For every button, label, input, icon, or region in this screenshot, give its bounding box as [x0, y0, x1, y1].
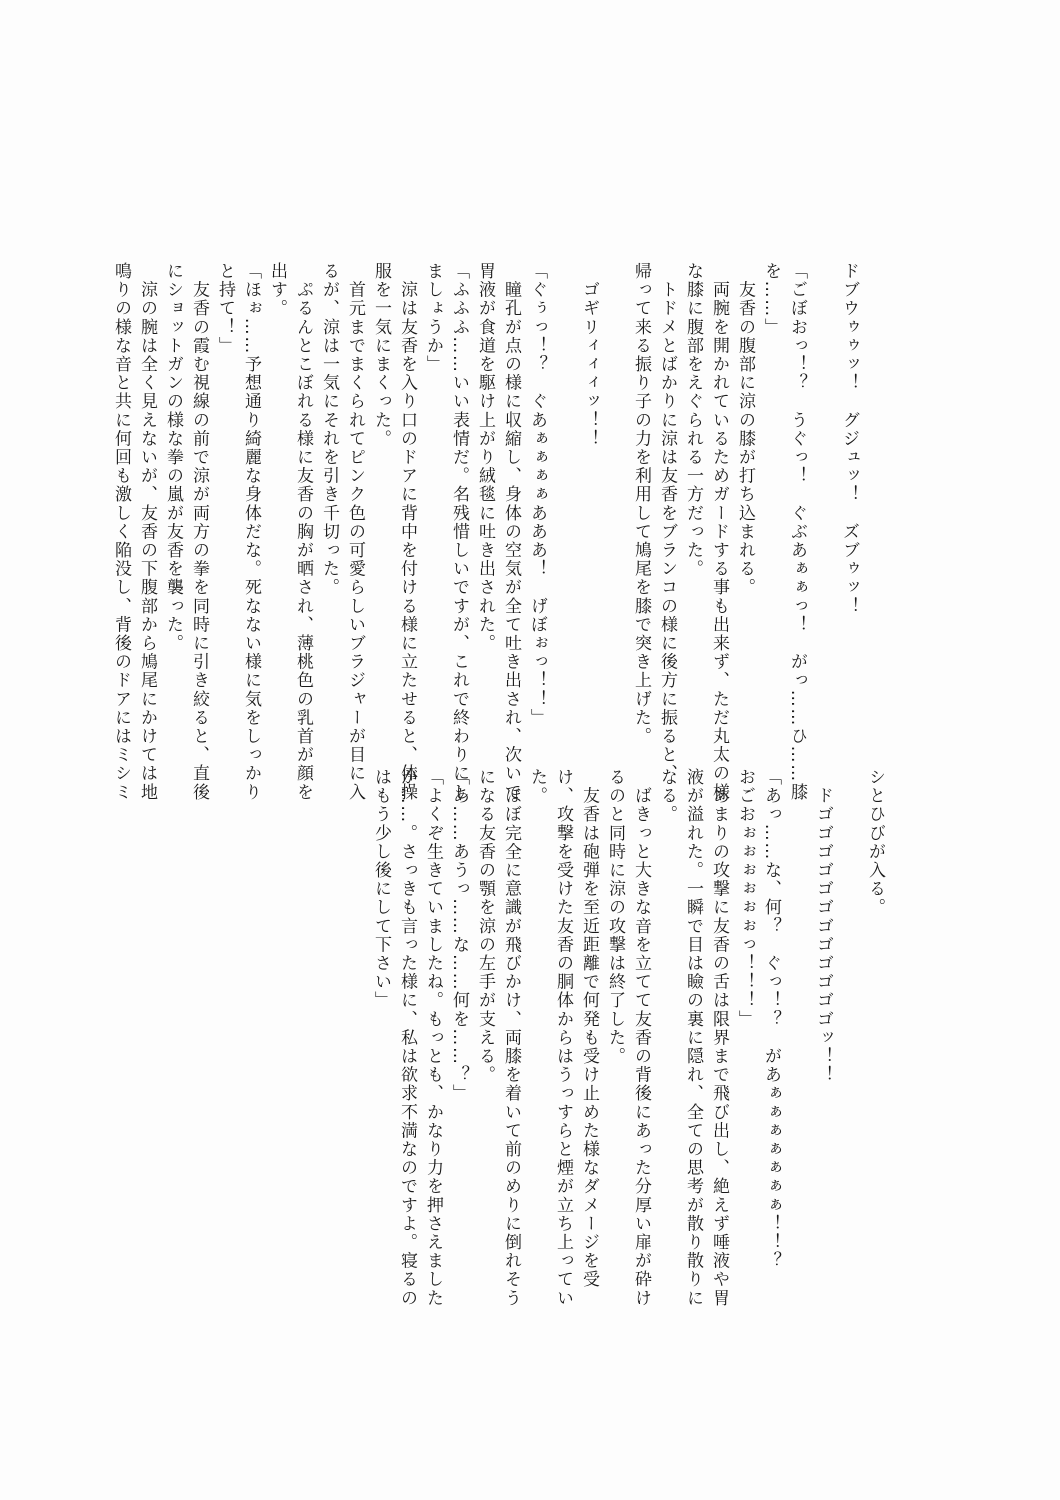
- text-column: 友香は砲弾を至近距離で何発も受け止めた様なダメージを受: [579, 768, 599, 1289]
- text-column: 「ほぉ……予想通り綺麗な身体だな。死なない様に気をしっかり: [241, 262, 261, 802]
- text-column: なる。: [657, 768, 677, 824]
- text-column: 首元までまくられてピンク色の可愛らしいブラジャーが目に入: [345, 262, 365, 802]
- text-column: はもう少し後にして下さい」: [371, 768, 391, 1010]
- text-column: 鳴りの様な音と共に何回も激しく陥没し、背後のドアにはミシミ: [111, 262, 131, 802]
- text-column: ほぼ完全に意識が飛びかけ、両膝を着いて前のめりに倒れそう: [501, 768, 521, 1308]
- text-column: 友香の霞む視線の前で涼が両方の拳を同時に引き絞ると、直後: [189, 262, 209, 802]
- text-column: 両腕を開かれているためガードする事も出来ず、ただ丸太の様: [709, 262, 729, 802]
- text-block-lower: [368, 768, 888, 1308]
- text-column: になる友香の顎を涼の左手が支える。: [475, 768, 495, 1085]
- text-column: 「あ……あうっ……な……何を……？」: [449, 768, 469, 1103]
- text-column: るが、涼は一気にそれを引き千切った。: [319, 262, 339, 597]
- text-column: シとひびが入る。: [865, 768, 885, 917]
- text-column: 服を一気にまくった。: [371, 262, 391, 448]
- text-column: るのと同時に涼の攻撃は終了した。: [605, 768, 625, 1066]
- text-column: おごおぉぉぉぉぉぉっ！！！」: [735, 768, 755, 1029]
- text-column: と持て！」: [215, 262, 235, 355]
- text-column: ゴギリィィィッ！！: [579, 262, 599, 448]
- text-column: 「ふふふ……いい表情だ。名残惜しいですが、これで終わりにし: [449, 262, 469, 802]
- text-column: ドゴゴゴゴゴゴゴゴゴゴゴゴッ！！: [813, 768, 833, 1085]
- text-column: 涼の腕は全く見えないが、友香の下腹部から鳩尾にかけては地: [137, 262, 157, 802]
- text-column: け、攻撃を受けた友香の胴体からはうっすらと煙が立ち上ってい: [553, 768, 573, 1308]
- text-column: た。: [527, 768, 547, 806]
- text-column: ドブウゥゥッ！ グジュッ！ ズブゥッ！: [839, 262, 859, 616]
- text-column: トドメとばかりに涼は友香をブランコの様に後方に振ると、: [657, 262, 677, 783]
- text-column: あまりの攻撃に友香の舌は限界まで飛び出し、絶えず唾液や胃: [709, 768, 729, 1308]
- text-column: ましょうか」: [423, 262, 443, 374]
- text-column: 瞳孔が点の様に収縮し、身体の空気が全て吐き出され、次いで: [501, 262, 521, 802]
- text-column: にショットガンの様な拳の嵐が友香を襲った。: [163, 262, 183, 653]
- text-column: 「よくぞ生きていましたね。もっとも、かなり力を押さえました: [423, 768, 443, 1308]
- text-column: 液が溢れた。一瞬で目は瞼の裏に隠れ、全ての思考が散り散りに: [683, 768, 703, 1308]
- text-column: 「ぐぅっ！？ ぐあぁぁぁぁあああ！ げぼぉっ！！」: [527, 262, 547, 727]
- text-column: 友香の腹部に涼の膝が打ち込まれる。: [735, 262, 755, 597]
- text-column: ぷるんとこぼれる様に友香の胸が晒され、薄桃色の乳首が顔を: [293, 262, 313, 802]
- text-column: 出す。: [267, 262, 287, 318]
- text-column: が……。さっきも言った様に、私は欲求不満なのですよ。寝るの: [397, 768, 417, 1308]
- text-column: 胃液が食道を駆け上がり絨毯に吐き出された。: [475, 262, 495, 653]
- text-column: 「ごぼおっ！？ うぐっ！ ぐぶあぁぁっ！ がっ……ひ……膝: [787, 262, 807, 802]
- text-column: 涼は友香を入り口のドアに背中を付ける様に立たせると、体操: [397, 262, 417, 802]
- text-column: ばきっと大きな音を立てて友香の背後にあった分厚い扉が砕け: [631, 768, 651, 1308]
- text-column: 「あっ……な、何？ ぐっ！？ があぁぁぁぁぁぁぁ！！？: [761, 768, 781, 1271]
- text-column: を……」: [761, 262, 781, 337]
- text-column: 帰って来る振り子の力を利用して鳩尾を膝で突き上げた。: [631, 262, 651, 746]
- text-column: な膝に腹部をえぐられる一方だった。: [683, 262, 703, 579]
